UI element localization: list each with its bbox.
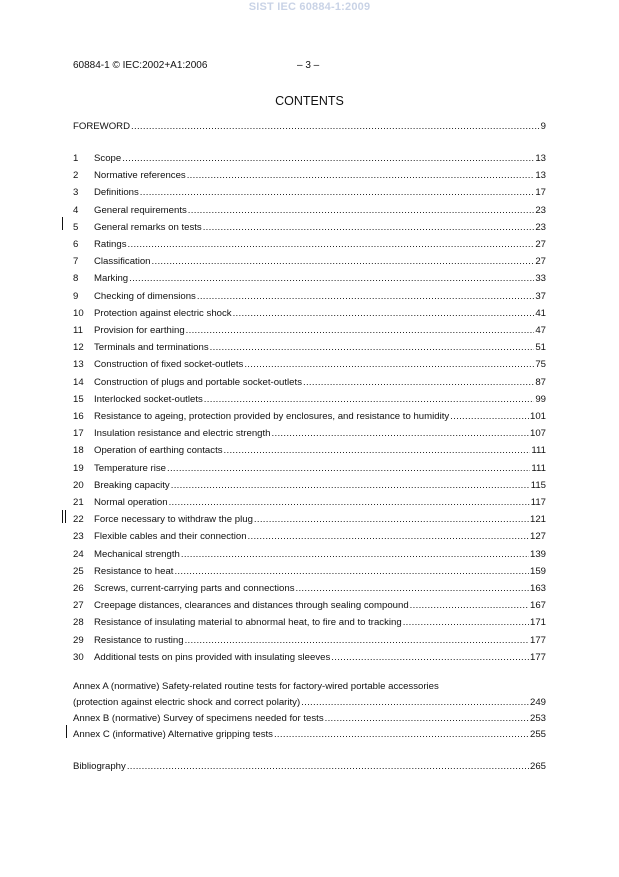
toc-leader [140,187,535,198]
toc-leader [128,239,535,250]
toc-entry-title: Checking of dimensions [94,290,196,302]
toc-entry-title: Screws, current-carrying parts and connections [94,583,295,594]
toc-entry-title: Bibliography [73,761,126,772]
toc-entry-clause-28[interactable] [73,614,546,628]
toc-entry-title: Breaking capacity [94,479,170,491]
toc-entry-title: Construction of plugs and portable socket-outlets [94,376,302,388]
toc-entry-clause-9[interactable] [73,288,546,302]
toc-clause-number: 26 [73,583,84,594]
toc-entry-page: 111 [531,445,546,457]
toc-entry-page: 27 [535,239,546,250]
toc-leader [197,291,534,302]
toc-entry-title: Resistance to ageing, protection provided by enclosures, and resistance to humidity [94,411,450,422]
toc-leader [325,713,529,724]
toc-entry-page: 87 [535,376,546,388]
toc-clause-number: 30 [73,651,84,663]
toc-entry-clause-1[interactable] [73,150,546,164]
toc-entry-title: Annex B (normative) Survey of specimens needed for tests [73,713,324,724]
toc-clause-number: 24 [73,548,84,560]
toc-entry-clause-4[interactable] [73,202,546,216]
toc-entry-title: Construction of fixed socket-outlets [94,359,244,371]
toc-entry-page: 13 [535,153,546,164]
toc-entry-foreword[interactable] [73,118,546,132]
toc-entry-clause-24[interactable] [73,546,546,560]
toc-entry-line [73,694,546,708]
toc-entry-clause-14[interactable] [73,374,546,388]
toc-entry-title: Resistance to rusting [94,634,184,646]
toc-entry-page: 139 [529,548,546,560]
toc-clause-number: 19 [73,462,84,474]
toc-entry-title: Operation of earthing contacts [94,445,223,457]
toc-entry-title: Resistance of insulating material to abnormal heat, to fire and to tracking [94,617,402,629]
toc-leader [181,549,529,560]
toc-entry-clause-23[interactable] [73,528,546,542]
toc-entry-page: 177 [529,651,546,663]
toc-clause-number: 3 [73,187,79,199]
toc-clause-number: 9 [73,290,79,302]
toc-entry-page: 99 [535,393,546,405]
toc-leader [188,205,535,216]
toc-entry-clause-21[interactable] [73,494,546,508]
toc-entry-clause-30[interactable] [73,649,546,663]
toc-leader [185,635,529,646]
toc-clause-number: 8 [73,273,79,285]
toc-clause-number: 21 [73,497,84,508]
toc-entry-clause-18[interactable] [73,442,546,456]
toc-entry-page: 107 [529,428,546,440]
toc-entry-page: 249 [529,697,546,708]
toc-entry-title: Interlocked socket-outlets [94,393,203,405]
toc-leader [303,377,534,388]
toc-clause-number: 6 [73,239,79,250]
toc-clause-number: 15 [73,393,84,405]
toc-entry-page: 33 [535,273,546,285]
toc-entry-title: Scope [94,153,122,164]
toc-entry-title: Marking [94,273,129,285]
toc-leader [274,729,529,740]
toc-entry-page: 127 [529,531,546,543]
toc-leader [272,428,529,439]
toc-leader [450,411,529,422]
toc-entry-title-cont: (protection against electric shock and correct polarity) [73,697,301,708]
toc-entry-annex-c[interactable] [73,726,546,740]
toc-entry-clause-16[interactable] [73,408,546,422]
toc-clause-number: 16 [73,411,84,422]
toc-entry-page: 27 [535,256,546,268]
toc-entry-clause-13[interactable] [73,356,546,370]
toc-clause-number: 28 [73,617,84,629]
toc-entry-title: FOREWORD [73,121,131,132]
toc-entry-clause-27[interactable] [73,597,546,611]
toc-leader [152,256,535,267]
toc-entry-title: Flexible cables and their connection [94,531,247,543]
toc-clause-number: 22 [73,514,84,526]
toc-entry-page: 159 [529,565,546,577]
toc-leader [233,308,535,319]
toc-entry-title: Protection against electric shock [94,307,232,319]
toc-leader [244,359,534,370]
toc-leader [248,531,529,542]
toc-entry-title: Terminals and terminations [94,342,209,354]
toc-entry-clause-2[interactable] [73,167,546,181]
toc-leader [296,583,529,594]
toc-entry-page: 177 [529,634,546,646]
toc-entry-page: 117 [530,497,546,508]
toc-entry-page: 75 [535,359,546,371]
change-bar-annex-c [66,725,67,738]
toc-leader [254,514,529,525]
toc-clause-number: 18 [73,445,84,457]
toc-clause-number: 14 [73,376,84,388]
toc-entry-title: Definitions [94,187,139,199]
header-page-number: – 3 – [297,60,320,71]
toc-entry-clause-19[interactable] [73,460,546,474]
toc-entry-page: 121 [529,514,546,526]
toc-entry-title: General remarks on tests [94,221,202,233]
toc-entry-page: 47 [535,325,546,336]
toc-leader [224,445,531,456]
toc-leader [169,497,530,508]
toc-leader [174,566,529,577]
toc-leader [122,153,534,164]
toc-leader [171,480,530,491]
toc-leader [129,273,534,284]
toc-clause-number: 1 [73,153,79,164]
toc-clause-number: 20 [73,479,84,491]
toc-clause-number: 17 [73,428,84,440]
toc-entry-clause-6[interactable] [73,236,546,250]
toc-entry-page: 41 [535,307,546,319]
toc-leader [210,342,535,353]
toc-entry-page: 115 [530,479,546,491]
toc-entry-page: 265 [529,761,546,772]
toc-entry-page: 167 [529,600,546,612]
toc-clause-number: 2 [73,170,79,182]
toc-leader [203,222,535,233]
toc-entry-title: Provision for earthing [94,325,185,336]
toc-leader [301,697,529,708]
toc-entry-annex-b[interactable] [73,710,546,724]
toc-leader [410,600,529,611]
toc-entry-title: Classification [94,256,151,268]
toc-leader [127,761,529,772]
toc-entry-clause-10[interactable] [73,305,546,319]
toc-entry-clause-8[interactable] [73,270,546,284]
toc-entry-page: 23 [535,204,546,216]
toc-entry-page: 111 [531,462,546,474]
toc-clause-number: 23 [73,531,84,543]
toc-leader [187,170,535,181]
toc-clause-number: 7 [73,256,79,268]
toc-leader [403,617,529,628]
toc-entry-clause-17[interactable] [73,425,546,439]
toc-entry-title: Mechanical strength [94,548,180,560]
toc-clause-number: 10 [73,307,84,319]
toc-clause-number: 27 [73,600,84,612]
toc-clause-number: 11 [73,325,83,336]
change-bar-5 [62,217,63,230]
toc-leader [167,463,530,474]
toc-entry-page: 17 [535,187,546,199]
toc-entry-title: Annex C (informative) Alternative gripping tests [73,729,273,740]
toc-entry-clause-5[interactable] [73,219,546,233]
toc-entry-title: Insulation resistance and electric strength [94,428,271,440]
header-document-id: 60884-1 © IEC:2002+A1:2006 [73,60,208,71]
toc-entry-title: Normal operation [94,497,168,508]
toc-entry-page: 255 [529,729,546,740]
watermark: SIST IEC 60884-1:2009 [248,1,371,13]
toc-entry-page: 23 [535,221,546,233]
toc-entry-page: 9 [540,121,546,132]
toc-entry-page: 37 [535,290,546,302]
toc-clause-number: 12 [73,342,84,354]
page-title: CONTENTS [275,94,344,108]
toc-entry-title: Resistance to heat [94,565,174,577]
change-bar-22b [65,510,66,523]
toc-entry-bibliography[interactable] [73,758,546,772]
toc-entry-clause-15[interactable] [73,391,546,405]
toc-entry-page: 163 [529,583,546,594]
toc-clause-number: 4 [73,204,79,216]
toc-clause-number: 25 [73,565,84,577]
toc-entry-title: Force necessary to withdraw the plug [94,514,253,526]
toc-entry-title: Creepage distances, clearances and distances through sealing compound [94,600,409,612]
toc-entry-title: Annex A (normative) Safety-related routine tests for factory-wired portable accessories [73,681,439,692]
toc-clause-number: 13 [73,359,84,371]
toc-entry-title: General requirements [94,204,187,216]
toc-entry-clause-29[interactable] [73,632,546,646]
toc-entry-page: 13 [535,170,546,182]
toc-leader [204,394,535,405]
toc-entry-title: Normative references [94,170,186,182]
toc-entry-clause-7[interactable] [73,253,546,267]
toc-entry-clause-25[interactable] [73,563,546,577]
toc-leader [331,652,529,663]
toc-entry-title: Temperature rise [94,462,166,474]
toc-entry-clause-11[interactable] [73,322,546,336]
toc-entry-title: Ratings [94,239,127,250]
toc-entry-clause-26[interactable] [73,580,546,594]
toc-entry-clause-20[interactable] [73,477,546,491]
toc-clause-number: 5 [73,221,79,233]
toc-clause-number: 29 [73,634,84,646]
toc-entry-clause-3[interactable] [73,184,546,198]
toc-entry-page: 51 [535,342,546,354]
toc-entry-annex-a[interactable] [73,681,546,708]
toc-entry-page: 101 [529,411,546,422]
toc-entry-clause-12[interactable] [73,339,546,353]
toc-entry-clause-22[interactable] [73,511,546,525]
toc-entry-title: Additional tests on pins provided with insulating sleeves [94,651,331,663]
toc-leader [186,325,535,336]
change-bar-22 [62,510,63,523]
toc-entry-page: 171 [529,617,546,629]
toc-leader [131,121,540,132]
toc-entry-page: 253 [529,713,546,724]
